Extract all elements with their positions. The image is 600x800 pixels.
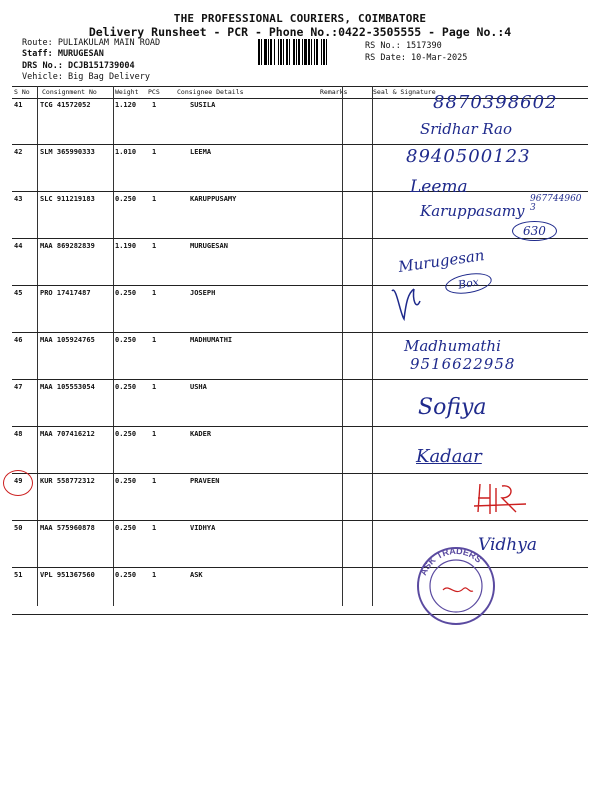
row-consignee: VIDHYA <box>190 524 216 532</box>
barcode-bar <box>323 39 325 65</box>
row-consignment-no: MAA 869282839 <box>40 242 95 250</box>
row-weight: 0.250 <box>115 430 137 438</box>
handwritten-phone: 8870398602 <box>433 92 558 113</box>
row-pcs: 1 <box>152 148 157 156</box>
table-row-line <box>12 567 588 568</box>
row-consignment-no: SLC 911219183 <box>40 195 95 203</box>
row-pcs: 1 <box>152 571 157 579</box>
handwritten-name: Leema <box>410 177 468 197</box>
barcode-bar <box>293 39 295 65</box>
handwritten-box: Box <box>444 270 494 297</box>
row-sno: 50 <box>14 524 23 532</box>
row-consignee: KARUPPUSAMY <box>190 195 237 203</box>
signature-scribble <box>390 283 430 323</box>
row-consignee: JOSEPH <box>190 289 216 297</box>
barcode-bar <box>308 39 310 65</box>
row-consignee: ASK <box>190 571 203 579</box>
drs-label: DRS No.: DCJB151739004 <box>22 61 135 71</box>
row-consignment-no: TCG 41572052 <box>40 101 91 109</box>
row-sno: 45 <box>14 289 23 297</box>
barcode-bar <box>268 39 269 65</box>
row-pcs: 1 <box>152 195 157 203</box>
row-sno: 48 <box>14 430 23 438</box>
col-divider <box>37 86 38 606</box>
row-consignment-no: PRO 17417487 <box>40 289 91 297</box>
row-sno: 51 <box>14 571 23 579</box>
handwritten-phone: 9516622958 <box>410 355 516 373</box>
col-pcs: PCS <box>148 88 160 96</box>
row-consignee: USHA <box>190 383 207 391</box>
handwritten-name: Murugesan <box>397 246 486 276</box>
row-sno: 46 <box>14 336 23 344</box>
col-weight: Weight <box>115 88 139 96</box>
table-top-line <box>12 86 588 87</box>
red-circle-mark <box>3 470 33 496</box>
handwritten-phone: 9677449603 <box>530 194 582 213</box>
company-stamp <box>415 545 497 627</box>
barcode-bar <box>280 39 282 65</box>
row-weight: 0.250 <box>115 289 137 297</box>
barcode-bar <box>283 39 284 65</box>
row-consignment-no: MAA 105924765 <box>40 336 95 344</box>
runsheet-title: Delivery Runsheet - PCR - Phone No.:0422-3505555 - Page No.:4 <box>88 25 512 39</box>
table-row-line <box>12 520 588 521</box>
barcode-bar <box>278 39 279 65</box>
table-row-line <box>12 238 588 239</box>
row-sno: 41 <box>14 101 23 109</box>
row-pcs: 1 <box>152 101 157 109</box>
barcode-bar <box>321 39 322 65</box>
col-divider <box>372 86 373 606</box>
red-signature <box>470 478 530 518</box>
row-consignment-no: MAA 575960878 <box>40 524 95 532</box>
row-pcs: 1 <box>152 383 157 391</box>
barcode-bar <box>289 39 290 65</box>
handwritten-phone: 8940500123 <box>406 146 531 167</box>
row-consignee: MURUGESAN <box>190 242 228 250</box>
row-pcs: 1 <box>152 430 157 438</box>
row-consignment-no: SLM 365990333 <box>40 148 95 156</box>
col-remarks: Remarks <box>320 88 348 96</box>
handwritten-name: Madhumathi <box>404 337 501 355</box>
rs-date-label: RS Date: 10-Mar-2025 <box>365 53 468 63</box>
row-sno: 47 <box>14 383 23 391</box>
col-divider <box>342 86 343 606</box>
col-consignee: Consignee Details <box>177 88 244 96</box>
col-seal: Seal & Signature <box>373 88 436 96</box>
row-sno: 49 <box>14 477 23 485</box>
row-weight: 1.190 <box>115 242 137 250</box>
row-consignee: PRAVEEN <box>190 477 220 485</box>
table-row-line <box>12 332 588 333</box>
table-row-line <box>12 614 588 615</box>
row-pcs: 1 <box>152 242 157 250</box>
rs-no-label: RS No.: 1517390 <box>365 41 442 51</box>
table-row-line <box>12 426 588 427</box>
table-row-line <box>12 144 588 145</box>
barcode-bar <box>298 39 300 65</box>
barcode-bar <box>314 39 315 65</box>
barcode-bar <box>311 39 312 65</box>
barcode-bar <box>304 39 307 65</box>
handwritten-name: Sridhar Rao <box>420 120 512 138</box>
col-divider <box>113 86 114 606</box>
row-consignment-no: KUR 558772312 <box>40 477 95 485</box>
handwritten-name: Sofiya <box>418 395 487 420</box>
row-sno: 44 <box>14 242 23 250</box>
row-sno: 43 <box>14 195 23 203</box>
col-sno: S No <box>14 88 30 96</box>
table-row-line <box>12 285 588 286</box>
handwritten-name: Kadaar <box>416 446 482 467</box>
row-pcs: 1 <box>152 524 157 532</box>
stamp-text: ASK TRADERS <box>418 545 484 577</box>
row-weight: 0.250 <box>115 477 137 485</box>
barcode-bar <box>261 39 262 65</box>
barcode-bar <box>302 39 303 65</box>
table-row-line <box>12 191 588 192</box>
barcode-bar <box>264 39 267 65</box>
row-weight: 0.250 <box>115 336 137 344</box>
barcode-bar <box>258 39 260 65</box>
row-consignee: SUSILA <box>190 101 216 109</box>
handwritten-name: Karuppasamy <box>420 202 525 220</box>
barcode-bar <box>296 39 297 65</box>
handwritten-name: Vidhya <box>478 535 537 555</box>
route-label: Route: PULIAKULAM MAIN ROAD <box>22 38 161 48</box>
row-weight: 1.120 <box>115 101 137 109</box>
row-consignment-no: MAA 105553054 <box>40 383 95 391</box>
row-consignee: MADHUMATHI <box>190 336 233 344</box>
row-weight: 0.250 <box>115 383 137 391</box>
row-consignee: KADER <box>190 430 212 438</box>
col-consignment: Consignment No <box>42 88 97 96</box>
table-row-line <box>12 379 588 380</box>
barcode-bar <box>270 39 272 65</box>
barcode-bar <box>286 39 288 65</box>
row-weight: 1.010 <box>115 148 137 156</box>
barcode-bar <box>316 39 318 65</box>
vehicle-label: Vehicle: Big Bag Delivery <box>22 72 150 82</box>
row-consignment-no: VPL 951367560 <box>40 571 95 579</box>
barcode-bar <box>274 39 275 65</box>
row-pcs: 1 <box>152 289 157 297</box>
staff-label: Staff: MURUGESAN <box>22 49 104 59</box>
row-sno: 42 <box>14 148 23 156</box>
table-row-line <box>12 473 588 474</box>
barcode-bar <box>326 39 327 65</box>
row-pcs: 1 <box>152 477 157 485</box>
row-weight: 0.250 <box>115 195 137 203</box>
barcode <box>258 39 358 65</box>
row-consignment-no: MAA 707416212 <box>40 430 95 438</box>
row-weight: 0.250 <box>115 524 137 532</box>
row-pcs: 1 <box>152 336 157 344</box>
row-consignee: LEEMA <box>190 148 212 156</box>
company-title: THE PROFESSIONAL COURIERS, COIMBATORE <box>173 12 427 25</box>
handwritten-amount: 630 <box>512 221 557 241</box>
row-weight: 0.250 <box>115 571 137 579</box>
